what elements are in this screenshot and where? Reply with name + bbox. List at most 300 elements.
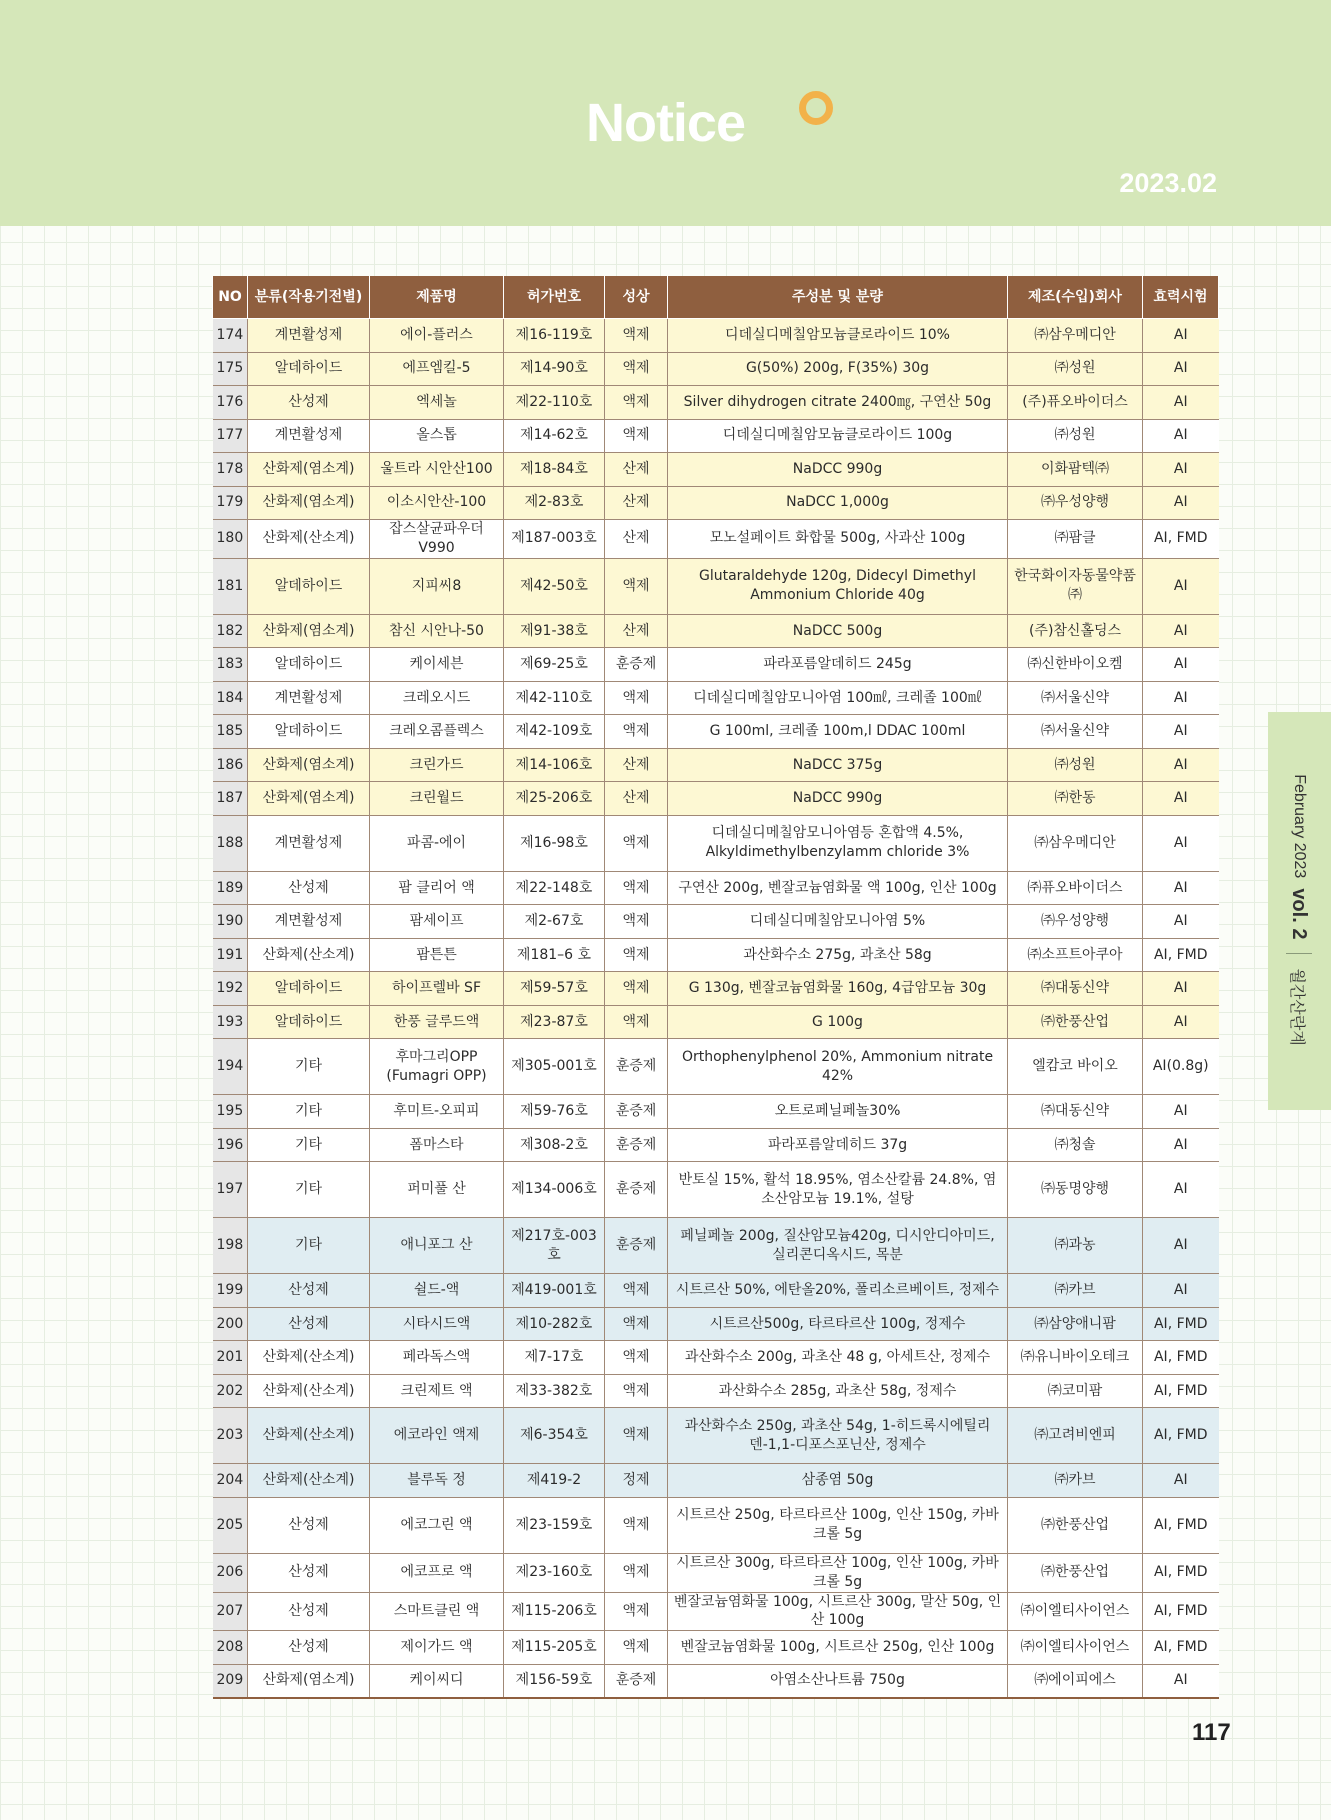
permit-number-cell: 제59-76호 (504, 1095, 605, 1129)
efficacy-test-cell: AI (1143, 748, 1219, 782)
page-number: 117 (1192, 1719, 1231, 1746)
company-cell: ㈜팜클 (1008, 520, 1143, 559)
column-header: 제품명 (370, 276, 504, 319)
table-row (213, 453, 1219, 487)
company-cell: ㈜카브 (1008, 1464, 1143, 1498)
table-row (213, 1341, 1219, 1375)
permit-number-cell: 제23-159호 (504, 1497, 605, 1553)
form-cell: 액제 (605, 938, 668, 972)
product-name-cell: 팜 클리어 액 (370, 871, 504, 905)
column-header: 성상 (605, 276, 668, 319)
ingredients-cell: 오트로페닐페놀30% (668, 1095, 1008, 1129)
row-number: 190 (213, 905, 248, 939)
form-cell: 정제 (605, 1464, 668, 1498)
table-row (213, 1307, 1219, 1341)
table-row (213, 938, 1219, 972)
row-number: 175 (213, 352, 248, 386)
ingredients-cell: NaDCC 375g (668, 748, 1008, 782)
category-cell: 산성제 (248, 871, 370, 905)
efficacy-test-cell: AI (1143, 1218, 1219, 1274)
company-cell: ㈜한동 (1008, 782, 1143, 816)
table-row (213, 1408, 1219, 1464)
ingredients-cell: 모노설페이트 화합물 500g, 사과산 100g (668, 520, 1008, 559)
table-row (213, 1128, 1219, 1162)
table-row (213, 905, 1219, 939)
category-cell: 계면활성제 (248, 419, 370, 453)
form-cell: 액제 (605, 319, 668, 353)
efficacy-test-cell: AI (1143, 1464, 1219, 1498)
table-row (213, 972, 1219, 1006)
permit-number-cell: 제6-354호 (504, 1408, 605, 1464)
table-row (213, 419, 1219, 453)
permit-number-cell: 제91-38호 (504, 614, 605, 648)
efficacy-test-cell: AI (1143, 453, 1219, 487)
product-name-cell: 잡스살균파우더V990 (370, 520, 504, 559)
category-cell: 알데하이드 (248, 972, 370, 1006)
efficacy-test-cell: AI (1143, 1664, 1219, 1698)
ingredients-cell: 시트르산500g, 타르타르산 100g, 정제수 (668, 1307, 1008, 1341)
column-header: 허가번호 (504, 276, 605, 319)
efficacy-test-cell: AI (1143, 648, 1219, 682)
permit-number-cell: 제42-109호 (504, 715, 605, 749)
product-name-cell: 크린제트 액 (370, 1374, 504, 1408)
company-cell: ㈜한풍산업 (1008, 1005, 1143, 1039)
ingredients-cell: G 100g (668, 1005, 1008, 1039)
efficacy-test-cell: AI (1143, 486, 1219, 520)
efficacy-test-cell: AI (1143, 386, 1219, 420)
product-name-cell: 에이-플러스 (370, 319, 504, 353)
form-cell: 훈증제 (605, 1162, 668, 1218)
ingredients-cell: NaDCC 1,000g (668, 486, 1008, 520)
permit-number-cell: 제42-50호 (504, 558, 605, 614)
row-number: 177 (213, 419, 248, 453)
product-name-cell: 폼마스타 (370, 1128, 504, 1162)
company-cell: ㈜유니바이오테크 (1008, 1341, 1143, 1375)
product-name-cell: 케이씨디 (370, 1664, 504, 1698)
ingredients-cell: 디데실디메칠암모니아염 5% (668, 905, 1008, 939)
ingredients-cell: 삼종염 50g (668, 1464, 1008, 1498)
row-number: 208 (213, 1631, 248, 1665)
efficacy-test-cell: AI (1143, 419, 1219, 453)
permit-number-cell: 제16-119호 (504, 319, 605, 353)
category-cell: 산성제 (248, 1553, 370, 1592)
company-cell: ㈜청솔 (1008, 1128, 1143, 1162)
form-cell: 산제 (605, 782, 668, 816)
permit-number-cell: 제33-382호 (504, 1374, 605, 1408)
category-cell: 기타 (248, 1095, 370, 1129)
company-cell: ㈜우성양행 (1008, 486, 1143, 520)
ingredients-cell: NaDCC 990g (668, 782, 1008, 816)
company-cell: ㈜신한바이오켐 (1008, 648, 1143, 682)
product-name-cell: 페라독스액 (370, 1341, 504, 1375)
category-cell: 계면활성제 (248, 815, 370, 871)
row-number: 200 (213, 1307, 248, 1341)
row-number: 195 (213, 1095, 248, 1129)
header-band (0, 0, 1331, 226)
efficacy-test-cell: AI (1143, 1162, 1219, 1218)
table-row (213, 1592, 1219, 1631)
efficacy-test-cell: AI (1143, 558, 1219, 614)
product-name-cell: 엑세놀 (370, 386, 504, 420)
row-number: 179 (213, 486, 248, 520)
form-cell: 훈증제 (605, 648, 668, 682)
form-cell: 액제 (605, 1274, 668, 1308)
category-cell: 산화제(산소계) (248, 520, 370, 559)
ingredients-cell: G(50%) 200g, F(35%) 30g (668, 352, 1008, 386)
permit-number-cell: 제2-67호 (504, 905, 605, 939)
form-cell: 액제 (605, 1307, 668, 1341)
table-row (213, 558, 1219, 614)
category-cell: 계면활성제 (248, 319, 370, 353)
row-number: 197 (213, 1162, 248, 1218)
row-number: 201 (213, 1341, 248, 1375)
efficacy-test-cell: AI (1143, 681, 1219, 715)
ingredients-cell: 벤잘코늄염화물 100g, 시트르산 250g, 인산 100g (668, 1631, 1008, 1665)
table-row (213, 1005, 1219, 1039)
category-cell: 산성제 (248, 1274, 370, 1308)
efficacy-test-cell: AI, FMD (1143, 1341, 1219, 1375)
product-name-cell: 애니포그 산 (370, 1218, 504, 1274)
product-name-cell: 참신 시안나-50 (370, 614, 504, 648)
company-cell: ㈜대동신약 (1008, 972, 1143, 1006)
category-cell: 계면활성제 (248, 681, 370, 715)
row-number: 209 (213, 1664, 248, 1698)
company-cell: ㈜삼우메디안 (1008, 815, 1143, 871)
table-row (213, 386, 1219, 420)
category-cell: 산화제(산소계) (248, 1341, 370, 1375)
category-cell: 기타 (248, 1218, 370, 1274)
product-name-cell: 크레오콤플렉스 (370, 715, 504, 749)
table-row (213, 1664, 1219, 1698)
product-name-cell: 퍼미풀 산 (370, 1162, 504, 1218)
row-number: 207 (213, 1592, 248, 1631)
ingredients-cell: 페닐페놀 200g, 질산암모늄420g, 디시안디아미드, 실리콘디옥시드, 목분 (668, 1218, 1008, 1274)
row-number: 178 (213, 453, 248, 487)
category-cell: 알데하이드 (248, 715, 370, 749)
table-row (213, 1374, 1219, 1408)
efficacy-test-cell: AI (1143, 1128, 1219, 1162)
ingredients-cell: 디데실디메칠암모늄클로라이드 100g (668, 419, 1008, 453)
ingredients-cell: 아염소산나트륨 750g (668, 1664, 1008, 1698)
efficacy-test-cell: AI, FMD (1143, 1307, 1219, 1341)
efficacy-test-cell: AI (1143, 782, 1219, 816)
product-name-cell: 하이프렐바 SF (370, 972, 504, 1006)
ingredients-cell: 디데실디메칠암모니아염등 혼합액 4.5%, Alkyldimethylbenzylamm chloride 3% (668, 815, 1008, 871)
company-cell: ㈜고려비엔피 (1008, 1408, 1143, 1464)
side-tab-publication: 월간산란계 (1288, 968, 1306, 1046)
company-cell: ㈜동명양행 (1008, 1162, 1143, 1218)
ingredients-cell: 디데실디메칠암모늄클로라이드 10% (668, 319, 1008, 353)
disinfectant-table (212, 276, 1219, 1699)
permit-number-cell: 제59-57호 (504, 972, 605, 1006)
category-cell: 계면활성제 (248, 905, 370, 939)
permit-number-cell: 제14-106호 (504, 748, 605, 782)
issue-date: 2023.02 (1119, 168, 1217, 198)
permit-number-cell: 제187-003호 (504, 520, 605, 559)
permit-number-cell: 제69-25호 (504, 648, 605, 682)
row-number: 198 (213, 1218, 248, 1274)
side-tab-volume: vol. 2 (1288, 888, 1311, 940)
efficacy-test-cell: AI (1143, 972, 1219, 1006)
company-cell: ㈜우성양행 (1008, 905, 1143, 939)
company-cell: ㈜코미팜 (1008, 1374, 1143, 1408)
ingredients-cell: 시트르산 250g, 타르타르산 100g, 인산 150g, 카바크롤 5g (668, 1497, 1008, 1553)
efficacy-test-cell: AI (1143, 1095, 1219, 1129)
ingredients-cell: 파라포름알데히드 37g (668, 1128, 1008, 1162)
column-header: 분류(작용기전별) (248, 276, 370, 319)
row-number: 191 (213, 938, 248, 972)
company-cell: ㈜이엘티사이언스 (1008, 1631, 1143, 1665)
efficacy-test-cell: AI (1143, 1274, 1219, 1308)
ingredients-cell: 반토실 15%, 활석 18.95%, 염소산칼륨 24.8%, 염소산암모늄 19.1%, 설탕 (668, 1162, 1008, 1218)
category-cell: 산성제 (248, 1631, 370, 1665)
side-tab-divider (1286, 953, 1312, 954)
ingredients-cell: NaDCC 990g (668, 453, 1008, 487)
company-cell: ㈜한풍산업 (1008, 1497, 1143, 1553)
form-cell: 액제 (605, 352, 668, 386)
category-cell: 산화제(산소계) (248, 1464, 370, 1498)
row-number: 182 (213, 614, 248, 648)
row-number: 193 (213, 1005, 248, 1039)
product-name-cell: 이소시안산-100 (370, 486, 504, 520)
ingredients-cell: 파라포름알데히드 245g (668, 648, 1008, 682)
category-cell: 산화제(염소계) (248, 748, 370, 782)
product-name-cell: 크린월드 (370, 782, 504, 816)
table-row (213, 871, 1219, 905)
category-cell: 산성제 (248, 1307, 370, 1341)
form-cell: 액제 (605, 905, 668, 939)
category-cell: 산성제 (248, 1592, 370, 1631)
ingredients-cell: Glutaraldehyde 120g, Didecyl Dimethyl Ammonium Chloride 40g (668, 558, 1008, 614)
category-cell: 산화제(염소계) (248, 614, 370, 648)
product-name-cell: 케이세븐 (370, 648, 504, 682)
category-cell: 산성제 (248, 1497, 370, 1553)
permit-number-cell: 제18-84호 (504, 453, 605, 487)
company-cell: ㈜성원 (1008, 748, 1143, 782)
product-name-cell: 팜세이프 (370, 905, 504, 939)
efficacy-test-cell: AI, FMD (1143, 520, 1219, 559)
form-cell: 훈증제 (605, 1664, 668, 1698)
product-name-cell: 쉴드-액 (370, 1274, 504, 1308)
table-row (213, 614, 1219, 648)
form-cell: 액제 (605, 1408, 668, 1464)
permit-number-cell: 제10-282호 (504, 1307, 605, 1341)
category-cell: 알데하이드 (248, 558, 370, 614)
company-cell: 한국화이자동물약품㈜ (1008, 558, 1143, 614)
row-number: 194 (213, 1039, 248, 1095)
permit-number-cell: 제23-87호 (504, 1005, 605, 1039)
form-cell: 훈증제 (605, 1218, 668, 1274)
ingredients-cell: 과산화수소 275g, 과초산 58g (668, 938, 1008, 972)
table-body (213, 319, 1219, 1698)
permit-number-cell: 제419-001호 (504, 1274, 605, 1308)
category-cell: 산화제(산소계) (248, 1374, 370, 1408)
permit-number-cell: 제42-110호 (504, 681, 605, 715)
permit-number-cell: 제22-110호 (504, 386, 605, 420)
permit-number-cell: 제115-206호 (504, 1592, 605, 1631)
company-cell: ㈜소프트아쿠아 (1008, 938, 1143, 972)
row-number: 203 (213, 1408, 248, 1464)
table-row (213, 681, 1219, 715)
form-cell: 산제 (605, 520, 668, 559)
permit-number-cell: 제22-148호 (504, 871, 605, 905)
form-cell: 산제 (605, 453, 668, 487)
category-cell: 산화제(염소계) (248, 782, 370, 816)
company-cell: ㈜서울신약 (1008, 681, 1143, 715)
permit-number-cell: 제14-90호 (504, 352, 605, 386)
product-name-cell: 시타시드액 (370, 1307, 504, 1341)
form-cell: 액제 (605, 1631, 668, 1665)
form-cell: 액제 (605, 715, 668, 749)
side-tab-month: February 2023 (1291, 774, 1308, 879)
permit-number-cell: 제156-59호 (504, 1664, 605, 1698)
ingredients-cell: 과산화수소 200g, 과초산 48 g, 아세트산, 정제수 (668, 1341, 1008, 1375)
category-cell: 알데하이드 (248, 352, 370, 386)
category-cell: 산화제(산소계) (248, 1408, 370, 1464)
product-name-cell: 블루독 정 (370, 1464, 504, 1498)
form-cell: 액제 (605, 1005, 668, 1039)
circle-icon (799, 91, 833, 125)
row-number: 186 (213, 748, 248, 782)
efficacy-test-cell: AI (1143, 352, 1219, 386)
permit-number-cell: 제419-2 (504, 1464, 605, 1498)
row-number: 188 (213, 815, 248, 871)
category-cell: 산성제 (248, 386, 370, 420)
table-row (213, 1631, 1219, 1665)
company-cell: ㈜에이피에스 (1008, 1664, 1143, 1698)
form-cell: 액제 (605, 1592, 668, 1631)
category-cell: 알데하이드 (248, 1005, 370, 1039)
table-row (213, 1218, 1219, 1274)
form-cell: 액제 (605, 419, 668, 453)
form-cell: 액제 (605, 386, 668, 420)
page-title: Notice (585, 93, 746, 153)
permit-number-cell: 제16-98호 (504, 815, 605, 871)
row-number: 180 (213, 520, 248, 559)
form-cell: 산제 (605, 748, 668, 782)
product-name-cell: 에코프로 액 (370, 1553, 504, 1592)
permit-number-cell: 제308-2호 (504, 1128, 605, 1162)
table-row (213, 1162, 1219, 1218)
form-cell: 산제 (605, 614, 668, 648)
table-row (213, 815, 1219, 871)
product-name-cell: 올스톱 (370, 419, 504, 453)
company-cell: ㈜성원 (1008, 352, 1143, 386)
category-cell: 기타 (248, 1128, 370, 1162)
form-cell: 훈증제 (605, 1095, 668, 1129)
ingredients-cell: Silver dihydrogen citrate 2400㎎, 구연산 50g (668, 386, 1008, 420)
form-cell: 액제 (605, 871, 668, 905)
product-name-cell: 에코라인 액제 (370, 1408, 504, 1464)
ingredients-cell: 시트르산 300g, 타르타르산 100g, 인산 100g, 카바크롤 5g (668, 1553, 1008, 1592)
permit-number-cell: 제217호-003호 (504, 1218, 605, 1274)
form-cell: 액제 (605, 681, 668, 715)
product-name-cell: 스마트클린 액 (370, 1592, 504, 1631)
company-cell: ㈜서울신약 (1008, 715, 1143, 749)
form-cell: 액제 (605, 972, 668, 1006)
side-tab (1268, 712, 1331, 1110)
product-name-cell: 팜튼튼 (370, 938, 504, 972)
row-number: 174 (213, 319, 248, 353)
company-cell: 엘캄코 바이오 (1008, 1039, 1143, 1095)
table-row (213, 520, 1219, 559)
company-cell: ㈜한풍산업 (1008, 1553, 1143, 1592)
company-cell: (주)참신홀딩스 (1008, 614, 1143, 648)
efficacy-test-cell: AI, FMD (1143, 1497, 1219, 1553)
form-cell: 액제 (605, 1497, 668, 1553)
permit-number-cell: 제115-205호 (504, 1631, 605, 1665)
ingredients-cell: 과산화수소 250g, 과초산 54g, 1-히드록시에틸리덴-1,1-디포스포닌산, 정제수 (668, 1408, 1008, 1464)
company-cell: ㈜삼양애니팜 (1008, 1307, 1143, 1341)
permit-number-cell: 제25-206호 (504, 782, 605, 816)
efficacy-test-cell: AI (1143, 871, 1219, 905)
form-cell: 액제 (605, 558, 668, 614)
row-number: 196 (213, 1128, 248, 1162)
table-row (213, 1274, 1219, 1308)
ingredients-cell: 시트르산 50%, 에탄올20%, 폴리소르베이트, 정제수 (668, 1274, 1008, 1308)
product-name-cell: 제이가드 액 (370, 1631, 504, 1665)
company-cell: (주)퓨오바이더스 (1008, 386, 1143, 420)
product-name-cell: 크린가드 (370, 748, 504, 782)
category-cell: 산화제(염소계) (248, 453, 370, 487)
efficacy-test-cell: AI (1143, 319, 1219, 353)
table-row (213, 352, 1219, 386)
column-header: 효력시험 (1143, 276, 1219, 319)
ingredients-cell: NaDCC 500g (668, 614, 1008, 648)
ingredients-cell: 구연산 200g, 벤잘코늄염화물 액 100g, 인산 100g (668, 871, 1008, 905)
row-number: 176 (213, 386, 248, 420)
company-cell: ㈜대동신약 (1008, 1095, 1143, 1129)
form-cell: 액제 (605, 1374, 668, 1408)
category-cell: 알데하이드 (248, 648, 370, 682)
table-row (213, 648, 1219, 682)
form-cell: 액제 (605, 1553, 668, 1592)
efficacy-test-cell: AI, FMD (1143, 1592, 1219, 1631)
form-cell: 훈증제 (605, 1128, 668, 1162)
company-cell: 이화팜텍㈜ (1008, 453, 1143, 487)
efficacy-test-cell: AI, FMD (1143, 938, 1219, 972)
row-number: 183 (213, 648, 248, 682)
table-row (213, 486, 1219, 520)
permit-number-cell: 제23-160호 (504, 1553, 605, 1592)
product-name-cell: 후미트-오피피 (370, 1095, 504, 1129)
efficacy-test-cell: AI, FMD (1143, 1374, 1219, 1408)
category-cell: 기타 (248, 1162, 370, 1218)
permit-number-cell: 제14-62호 (504, 419, 605, 453)
permit-number-cell: 제305-001호 (504, 1039, 605, 1095)
company-cell: ㈜성원 (1008, 419, 1143, 453)
row-number: 185 (213, 715, 248, 749)
product-name-cell: 크레오시드 (370, 681, 504, 715)
product-name-cell: 에코그린 액 (370, 1497, 504, 1553)
efficacy-test-cell: AI, FMD (1143, 1553, 1219, 1592)
form-cell: 산제 (605, 486, 668, 520)
efficacy-test-cell: AI (1143, 715, 1219, 749)
ingredients-cell: G 130g, 벤잘코늄염화물 160g, 4급암모늄 30g (668, 972, 1008, 1006)
company-cell: ㈜과농 (1008, 1218, 1143, 1274)
product-name-cell: 한풍 글루드액 (370, 1005, 504, 1039)
permit-number-cell: 제7-17호 (504, 1341, 605, 1375)
category-cell: 산화제(염소계) (248, 1664, 370, 1698)
table-row (213, 1497, 1219, 1553)
efficacy-test-cell: AI (1143, 815, 1219, 871)
company-cell: ㈜이엘티사이언스 (1008, 1592, 1143, 1631)
efficacy-test-cell: AI (1143, 1005, 1219, 1039)
row-number: 189 (213, 871, 248, 905)
ingredients-cell: Orthophenylphenol 20%, Ammonium nitrate 42% (668, 1039, 1008, 1095)
row-number: 181 (213, 558, 248, 614)
product-name-cell: 울트라 시안산100 (370, 453, 504, 487)
